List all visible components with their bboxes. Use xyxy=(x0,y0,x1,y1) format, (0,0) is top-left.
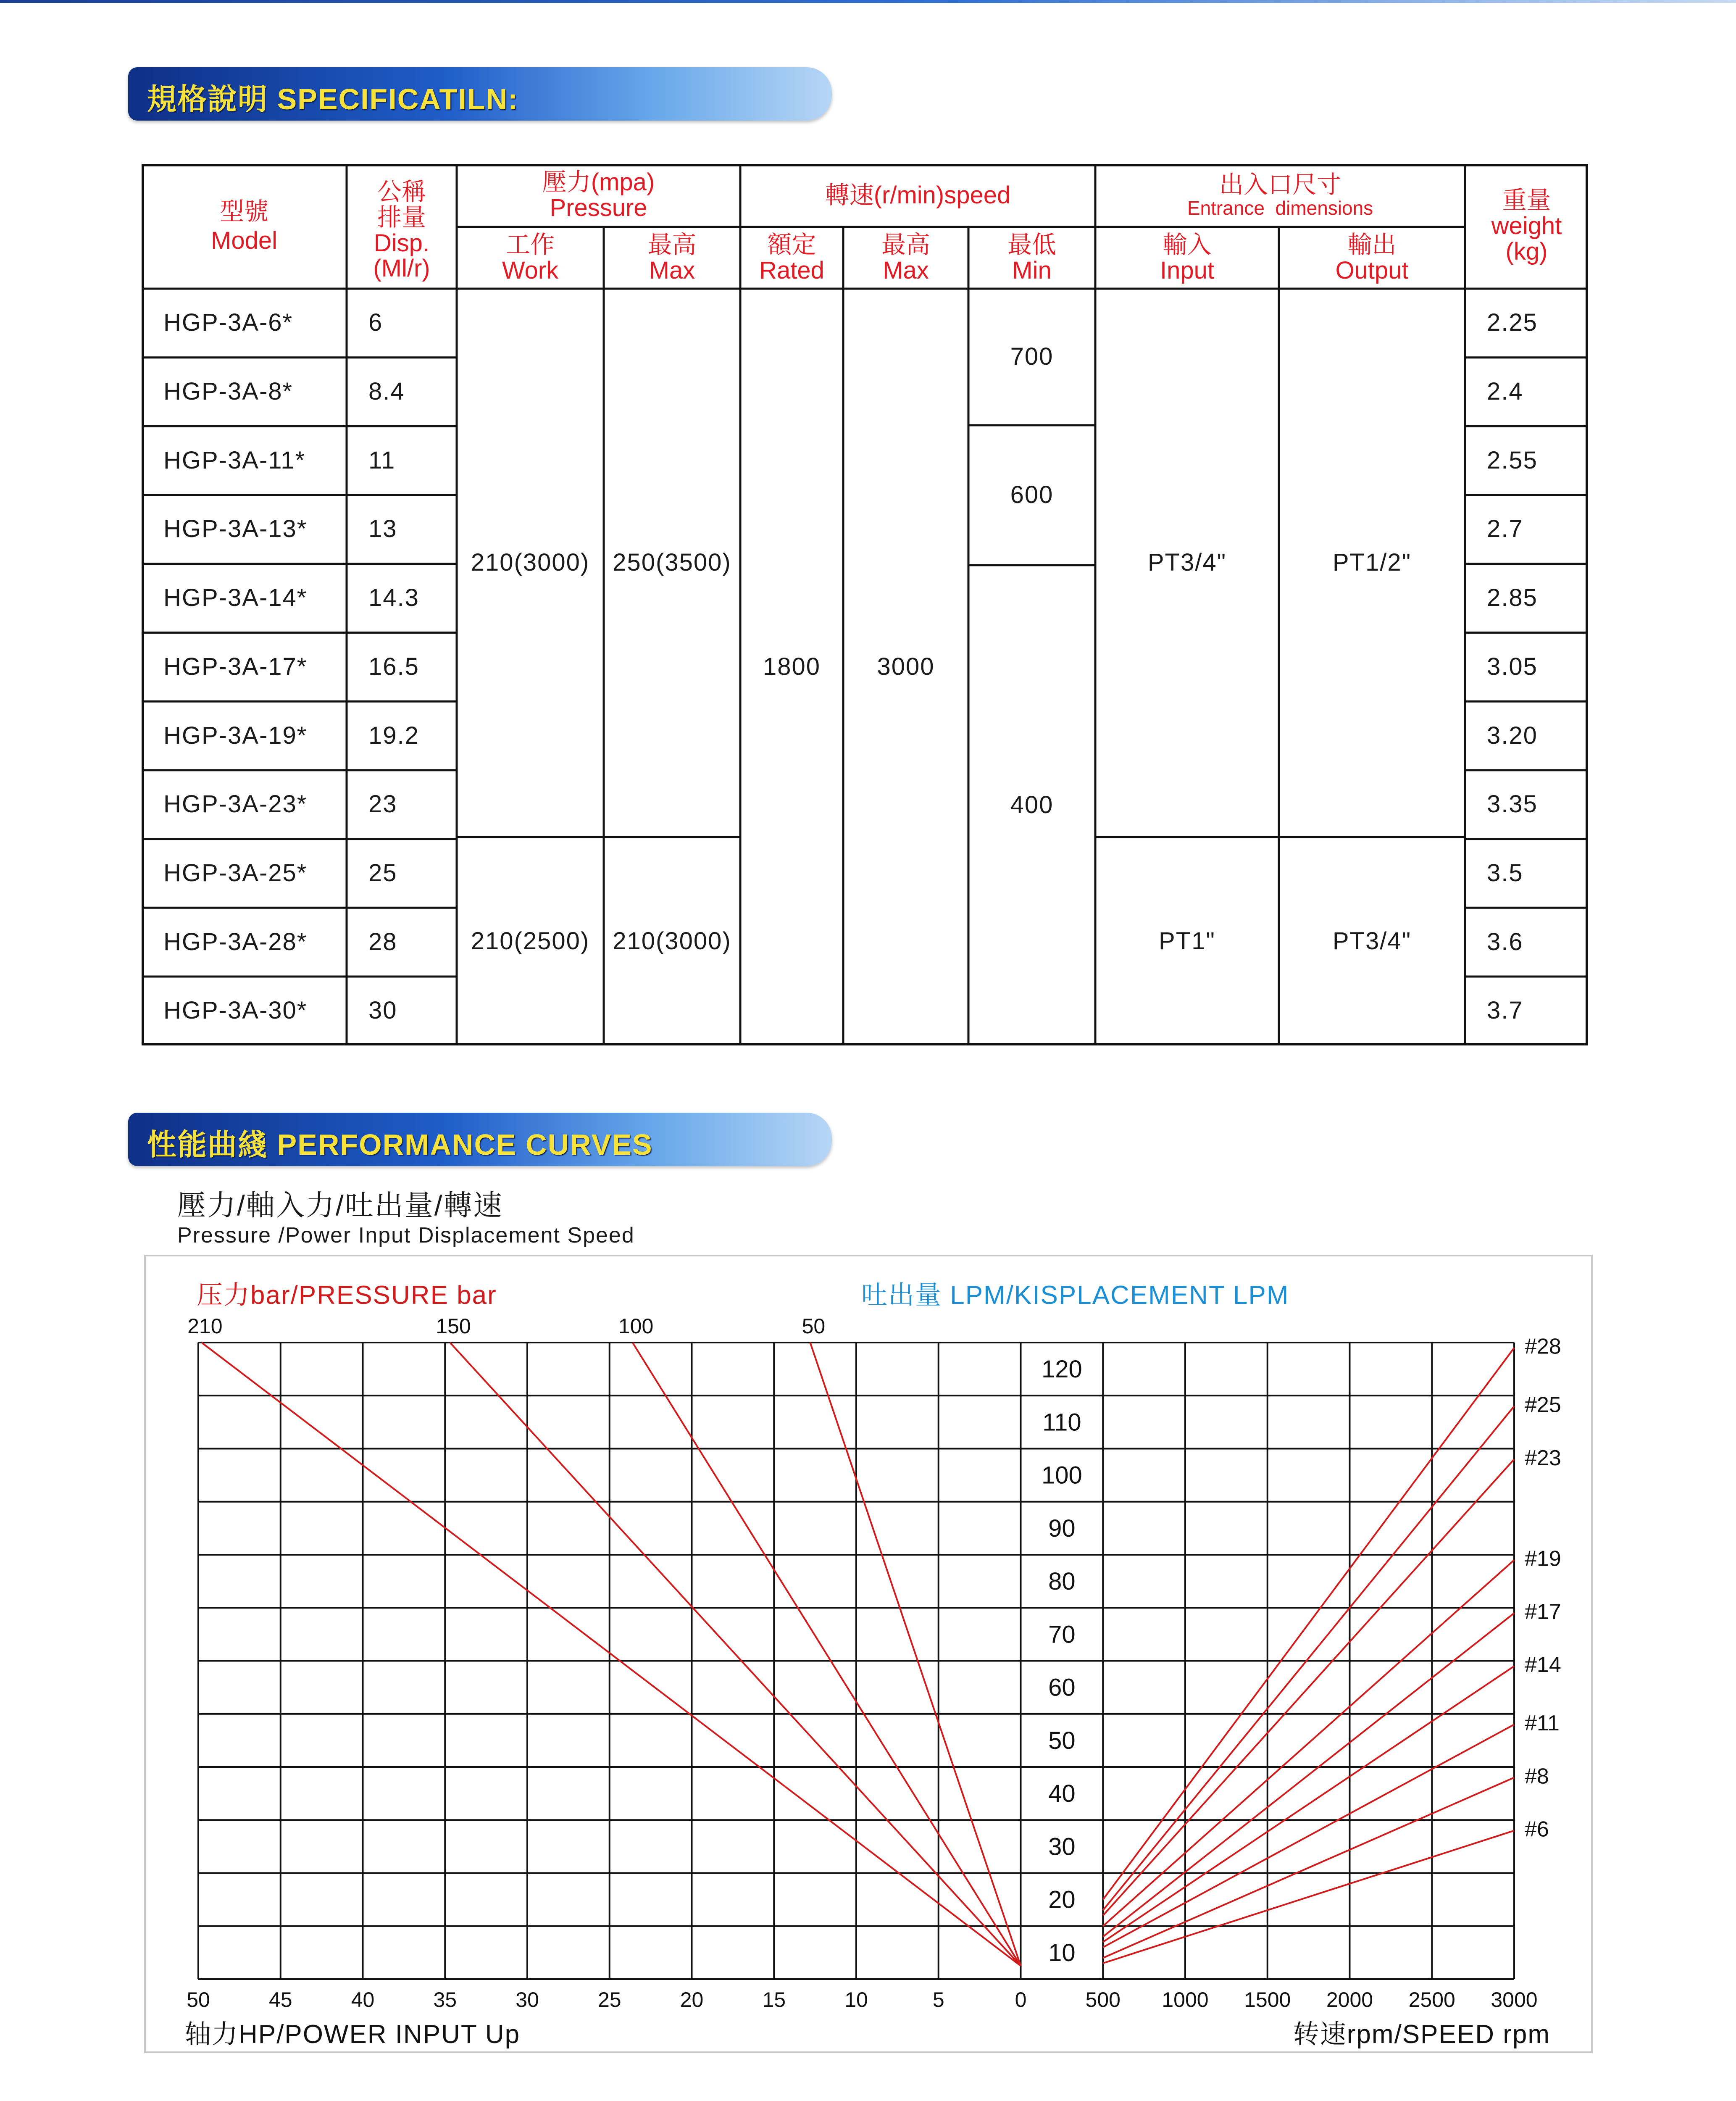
weight-cell: 3.7 xyxy=(1487,997,1523,1024)
speed-line-label: #23 xyxy=(1525,1445,1561,1470)
model-cell: HGP-3A-28* xyxy=(163,928,308,956)
output-size-b: PT3/4" xyxy=(1332,927,1412,955)
speed-axis-label: 转速rpm/SPEED rpm xyxy=(1293,2020,1550,2049)
disp-cell: 6 xyxy=(368,309,383,337)
displacement-tick-label: 10 xyxy=(1048,1939,1076,1967)
model-cell: HGP-3A-11* xyxy=(163,446,306,474)
displacement-tick-label: 120 xyxy=(1041,1356,1082,1383)
weight-cell: 3.5 xyxy=(1487,859,1523,887)
power-tick-label: 45 xyxy=(268,1988,292,2011)
header-pressure-zh: 壓力(mpa) xyxy=(542,169,655,196)
displacement-tick-label: 100 xyxy=(1041,1461,1082,1489)
disp-cell: 30 xyxy=(368,997,397,1024)
speed-tick-label: 2000 xyxy=(1326,1988,1373,2011)
power-tick-label: 0 xyxy=(1015,1988,1027,2011)
header-input-en: Input xyxy=(1160,256,1214,284)
power-tick-label: 10 xyxy=(844,1988,868,2011)
displacement-tick-label: 40 xyxy=(1048,1780,1076,1808)
header-smin-en: Min xyxy=(1012,256,1052,284)
disp-cell: 13 xyxy=(368,515,397,543)
speed-line xyxy=(1103,1560,1514,1926)
speed-line xyxy=(1103,1348,1514,1900)
model-cell: HGP-3A-19* xyxy=(163,721,308,749)
displacement-tick-label: 90 xyxy=(1048,1514,1076,1542)
model-cell: HGP-3A-23* xyxy=(163,790,308,818)
disp-cell: 19.2 xyxy=(368,721,419,749)
input-size-b: PT1" xyxy=(1159,927,1215,955)
chart-heading-subtitle: Pressure /Power Input Displacement Speed xyxy=(177,1223,635,1248)
input-size-a: PT3/4" xyxy=(1147,549,1227,577)
header-speed: 轉速(r/min)speed xyxy=(825,181,1011,209)
displacement-tick-label: 50 xyxy=(1048,1727,1076,1754)
speed-line-label: #28 xyxy=(1525,1334,1561,1359)
disp-cell: 23 xyxy=(368,790,397,818)
power-tick-label: 35 xyxy=(433,1988,457,2011)
header-input-zh: 輸入 xyxy=(1163,231,1212,258)
disp-cell: 8.4 xyxy=(368,378,405,405)
speed-line-label: #17 xyxy=(1525,1599,1561,1624)
pressure-axis-label: 压力bar/PRESSURE bar xyxy=(197,1281,497,1310)
min-speed-a: 700 xyxy=(1010,343,1054,371)
disp-cell: 16.5 xyxy=(368,653,419,680)
speed-line-label: #8 xyxy=(1525,1764,1549,1789)
displacement-tick-label: 30 xyxy=(1048,1833,1076,1861)
displacement-axis-label: 吐出量 LPM/KISPLACEMENT LPM xyxy=(861,1281,1289,1310)
speed-tick-label: 500 xyxy=(1085,1988,1121,2011)
pressure-line-label: 150 xyxy=(436,1314,471,1338)
speed-line-label: #19 xyxy=(1525,1546,1561,1571)
work-pressure-b: 210(2500) xyxy=(471,927,590,955)
header-weight-en: weight (kg) xyxy=(1491,212,1562,265)
speed-line-label: #11 xyxy=(1525,1711,1560,1735)
weight-cell: 2.4 xyxy=(1487,378,1523,405)
power-tick-label: 40 xyxy=(351,1988,375,2011)
perf-banner-title: 性能曲綫 PERFORMANCE CURVES xyxy=(147,1128,653,1161)
displacement-tick-label: 60 xyxy=(1048,1674,1076,1701)
weight-cell: 3.35 xyxy=(1487,790,1538,818)
model-cell: HGP-3A-13* xyxy=(163,515,308,543)
weight-cell: 3.6 xyxy=(1487,928,1523,956)
header-work-en: Work xyxy=(502,256,559,284)
chart-heading-title: 壓力/軸入力/吐出量/轉速 xyxy=(177,1190,503,1222)
power-tick-label: 15 xyxy=(762,1988,786,2011)
min-speed-c: 400 xyxy=(1010,791,1054,819)
header-weight-zh: 重量 xyxy=(1502,187,1551,214)
power-tick-label: 5 xyxy=(932,1988,944,2011)
max-pressure-b: 210(3000) xyxy=(613,927,731,955)
header-rated-en: Rated xyxy=(759,256,824,284)
power-tick-label: 50 xyxy=(187,1988,210,2011)
pressure-line-label: 50 xyxy=(802,1314,826,1338)
displacement-tick-label: 110 xyxy=(1042,1409,1081,1436)
speed-line xyxy=(1103,1831,1514,1964)
speed-tick-label: 3000 xyxy=(1491,1988,1538,2011)
power-tick-label: 20 xyxy=(680,1988,704,2011)
max-pressure-a: 250(3500) xyxy=(613,549,731,577)
header-smin-zh: 最低 xyxy=(1007,231,1056,258)
weight-cell: 3.05 xyxy=(1487,653,1538,680)
disp-cell: 28 xyxy=(368,928,397,956)
header-output-zh: 輸出 xyxy=(1347,231,1397,258)
pressure-line-label: 100 xyxy=(618,1314,654,1338)
disp-cell: 25 xyxy=(368,859,397,887)
weight-cell: 3.20 xyxy=(1487,721,1538,749)
model-cell: HGP-3A-8* xyxy=(163,378,293,405)
max-speed: 3000 xyxy=(877,653,935,681)
header-max-en: Max xyxy=(649,256,695,284)
output-size-a: PT1/2" xyxy=(1332,549,1412,577)
header-work-zh: 工作 xyxy=(505,231,555,258)
header-disp-zh: 公稱 排量 xyxy=(377,178,426,231)
pressure-line-label: 210 xyxy=(187,1314,223,1338)
weight-cell: 2.25 xyxy=(1487,309,1538,337)
model-cell: HGP-3A-30* xyxy=(163,997,308,1024)
speed-line-label: #25 xyxy=(1525,1393,1561,1417)
header-smax-zh: 最高 xyxy=(881,231,930,258)
weight-cell: 2.85 xyxy=(1487,584,1538,612)
header-disp-en: Disp. (Ml/r) xyxy=(373,229,430,282)
spec-banner-title: 規格說明 SPECIFICATILN: xyxy=(147,83,519,116)
model-cell: HGP-3A-6* xyxy=(163,309,293,337)
speed-tick-label: 1000 xyxy=(1162,1988,1209,2011)
displacement-tick-label: 20 xyxy=(1048,1886,1076,1914)
header-model-zh: 型號 xyxy=(219,197,268,225)
model-cell: HGP-3A-17* xyxy=(163,653,308,680)
work-pressure-a: 210(3000) xyxy=(471,549,590,577)
min-speed-b: 600 xyxy=(1010,481,1054,509)
model-cell: HGP-3A-25* xyxy=(163,859,308,887)
speed-line xyxy=(1103,1459,1514,1916)
header-smax-en: Max xyxy=(883,256,929,284)
header-output-en: Output xyxy=(1335,256,1409,284)
displacement-tick-label: 70 xyxy=(1048,1621,1076,1648)
model-cell: HGP-3A-14* xyxy=(163,584,308,612)
disp-cell: 11 xyxy=(368,446,396,474)
speed-line-label: #6 xyxy=(1525,1817,1549,1842)
header-dims-en: Entrance dimensions xyxy=(1187,197,1373,219)
speed-tick-label: 2500 xyxy=(1408,1988,1455,2011)
header-max-zh: 最高 xyxy=(647,231,697,258)
weight-cell: 2.55 xyxy=(1487,446,1538,474)
speed-line xyxy=(1103,1406,1514,1910)
power-tick-label: 30 xyxy=(516,1988,539,2011)
power-tick-label: 25 xyxy=(597,1988,621,2011)
header-rated-zh: 額定 xyxy=(767,231,816,258)
speed-line-label: #14 xyxy=(1525,1653,1561,1677)
power-axis-label: 轴力HP/POWER INPUT Up xyxy=(185,2020,521,2049)
disp-cell: 14.3 xyxy=(368,584,419,612)
header-model-en: Model xyxy=(211,226,277,254)
header-dims-zh: 出入口尺寸 xyxy=(1219,171,1341,199)
rated-speed: 1800 xyxy=(763,653,821,681)
header-pressure-en: Pressure xyxy=(550,194,647,221)
speed-tick-label: 1500 xyxy=(1244,1988,1291,2011)
displacement-tick-label: 80 xyxy=(1048,1568,1076,1595)
weight-cell: 2.7 xyxy=(1487,515,1523,543)
